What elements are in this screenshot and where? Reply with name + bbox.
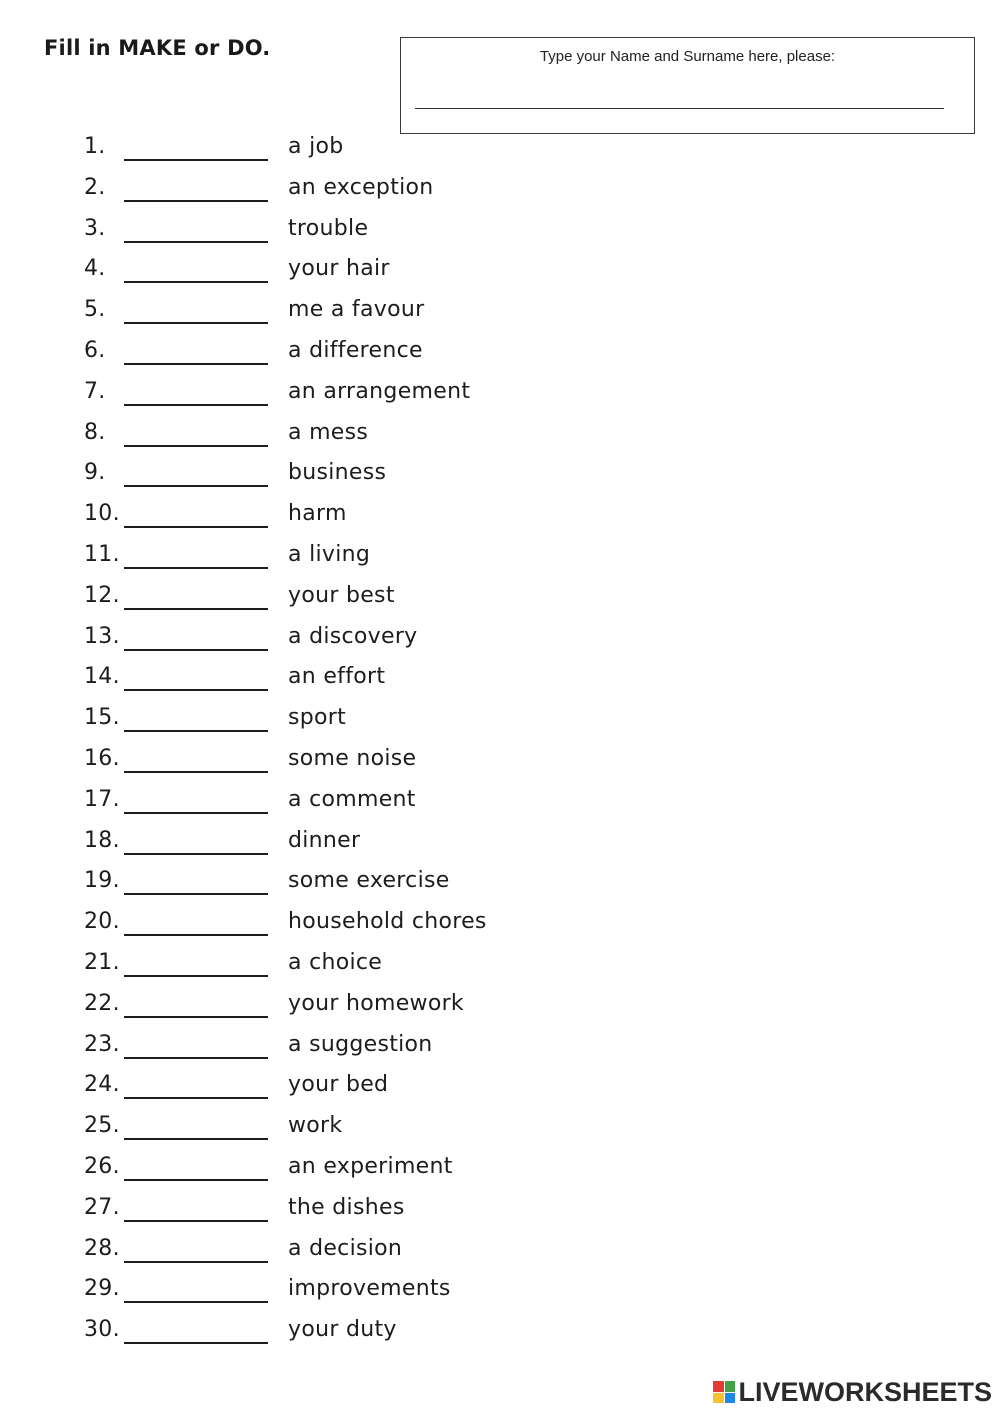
answer-blank[interactable]: [124, 241, 268, 243]
item-phrase: an effort: [288, 664, 386, 690]
item-number: 4.: [84, 256, 106, 282]
name-surname-box: [400, 37, 975, 134]
answer-blank[interactable]: [124, 445, 268, 447]
answer-blank[interactable]: [124, 812, 268, 814]
answer-blank[interactable]: [124, 485, 268, 487]
item-phrase: a decision: [288, 1235, 403, 1261]
item-phrase: your homework: [288, 990, 464, 1016]
item-phrase: a comment: [288, 786, 416, 812]
list-item: [84, 577, 684, 617]
list-item: [84, 128, 684, 168]
item-number: 25.: [84, 1113, 120, 1139]
item-phrase: a discovery: [288, 623, 418, 649]
list-item: [84, 1066, 684, 1106]
list-item: [84, 985, 684, 1025]
answer-blank[interactable]: [124, 1138, 268, 1140]
worksheet-title: Fill in MAKE or DO.: [44, 36, 271, 60]
answer-blank[interactable]: [124, 363, 268, 365]
item-number: 16.: [84, 746, 120, 771]
list-item: [84, 169, 684, 209]
item-number: 7.: [84, 378, 106, 404]
list-item: [84, 414, 684, 454]
list-item: [84, 862, 684, 902]
answer-blank[interactable]: [124, 608, 268, 610]
answer-blank[interactable]: [124, 1057, 268, 1059]
list-item: [84, 291, 684, 331]
logo-square: [725, 1393, 736, 1404]
item-number: 6.: [84, 338, 106, 363]
logo-square: [713, 1381, 724, 1392]
answer-blank[interactable]: [124, 526, 268, 528]
item-phrase: a mess: [288, 419, 369, 445]
item-phrase: some exercise: [288, 868, 450, 894]
answer-blank[interactable]: [124, 893, 268, 895]
list-item: [84, 658, 684, 698]
list-item: [84, 536, 684, 576]
answer-blank[interactable]: [124, 567, 268, 569]
item-number: 26.: [84, 1154, 120, 1179]
item-number: 24.: [84, 1072, 120, 1098]
list-item: [84, 454, 684, 494]
item-phrase: a living: [288, 542, 371, 567]
item-phrase: your duty: [288, 1317, 397, 1343]
answer-blank[interactable]: [124, 1342, 268, 1344]
list-item: [84, 332, 684, 372]
answer-blank[interactable]: [124, 934, 268, 936]
item-phrase: trouble: [288, 215, 369, 241]
answer-blank[interactable]: [124, 730, 268, 732]
answer-blank[interactable]: [124, 200, 268, 202]
item-phrase: a job: [288, 134, 344, 159]
answer-blank[interactable]: [124, 853, 268, 855]
name-input-line[interactable]: [415, 108, 944, 109]
item-phrase: some noise: [288, 746, 417, 771]
item-number: 9.: [84, 460, 106, 486]
liveworksheets-logo-icon: [713, 1381, 735, 1403]
item-number: 13.: [84, 623, 120, 649]
list-item: [84, 1107, 684, 1147]
list-item: [84, 495, 684, 535]
item-phrase: your hair: [288, 256, 390, 282]
list-item: [84, 822, 684, 862]
item-number: 29.: [84, 1276, 120, 1302]
answer-blank[interactable]: [124, 1016, 268, 1018]
list-item: [84, 210, 684, 250]
logo-square: [725, 1381, 736, 1392]
item-phrase: a suggestion: [288, 1031, 433, 1057]
answer-blank[interactable]: [124, 404, 268, 406]
answer-blank[interactable]: [124, 281, 268, 283]
item-number: 1.: [84, 134, 106, 159]
list-item: [84, 740, 684, 780]
item-number: 30.: [84, 1317, 120, 1343]
item-phrase: your best: [288, 582, 395, 608]
logo-square: [713, 1393, 724, 1404]
list-item: [84, 1148, 684, 1188]
answer-blank[interactable]: [124, 975, 268, 977]
item-phrase: me a favour: [288, 297, 425, 323]
logo-text: LIVEWORKSHEETS: [738, 1376, 992, 1407]
list-item: [84, 699, 684, 739]
item-number: 8.: [84, 419, 106, 445]
answer-blank[interactable]: [124, 159, 268, 161]
item-number: 20.: [84, 909, 120, 935]
item-number: 17.: [84, 786, 120, 812]
item-phrase: your bed: [288, 1072, 389, 1098]
item-number: 14.: [84, 664, 120, 690]
list-item: [84, 1026, 684, 1066]
item-phrase: a difference: [288, 338, 423, 363]
answer-blank[interactable]: [124, 689, 268, 691]
item-number: 21.: [84, 950, 120, 975]
item-number: 11.: [84, 542, 120, 567]
list-item: [84, 1189, 684, 1229]
item-phrase: an arrangement: [288, 378, 471, 404]
answer-blank[interactable]: [124, 771, 268, 773]
answer-blank[interactable]: [124, 1179, 268, 1181]
list-item: [84, 1270, 684, 1310]
item-phrase: work: [288, 1113, 343, 1139]
answer-blank[interactable]: [124, 1097, 268, 1099]
list-item: [84, 250, 684, 290]
list-item: [84, 1311, 684, 1351]
item-phrase: an exception: [288, 174, 434, 200]
list-item: [84, 373, 684, 413]
item-phrase: improvements: [288, 1276, 451, 1302]
item-number: 27.: [84, 1194, 120, 1220]
item-number: 19.: [84, 868, 120, 894]
item-number: 5.: [84, 297, 106, 323]
answer-blank[interactable]: [124, 1301, 268, 1303]
item-number: 23.: [84, 1031, 120, 1057]
answer-blank[interactable]: [124, 1261, 268, 1263]
name-prompt: Type your Name and Surname here, please:: [539, 48, 836, 65]
item-number: 18.: [84, 827, 120, 853]
item-number: 2.: [84, 174, 106, 200]
item-phrase: sport: [288, 705, 347, 731]
item-phrase: the dishes: [288, 1194, 405, 1220]
answer-blank[interactable]: [124, 649, 268, 651]
item-phrase: household chores: [288, 909, 487, 935]
list-item: [84, 618, 684, 658]
item-number: 10.: [84, 501, 120, 527]
item-phrase: an experiment: [288, 1154, 453, 1179]
item-phrase: a choice: [288, 950, 383, 975]
list-item: [84, 903, 684, 943]
list-item: [84, 1230, 684, 1270]
item-number: 3.: [84, 215, 106, 241]
item-phrase: dinner: [288, 827, 361, 853]
answer-blank[interactable]: [124, 322, 268, 324]
answer-blank[interactable]: [124, 1220, 268, 1222]
item-number: 12.: [84, 582, 120, 608]
item-phrase: business: [288, 460, 387, 486]
list-item: [84, 944, 684, 984]
list-item: [84, 781, 684, 821]
item-number: 22.: [84, 990, 120, 1016]
item-number: 28.: [84, 1235, 120, 1261]
item-number: 15.: [84, 705, 120, 731]
item-phrase: harm: [288, 501, 347, 527]
liveworksheets-logo: [713, 1377, 992, 1407]
